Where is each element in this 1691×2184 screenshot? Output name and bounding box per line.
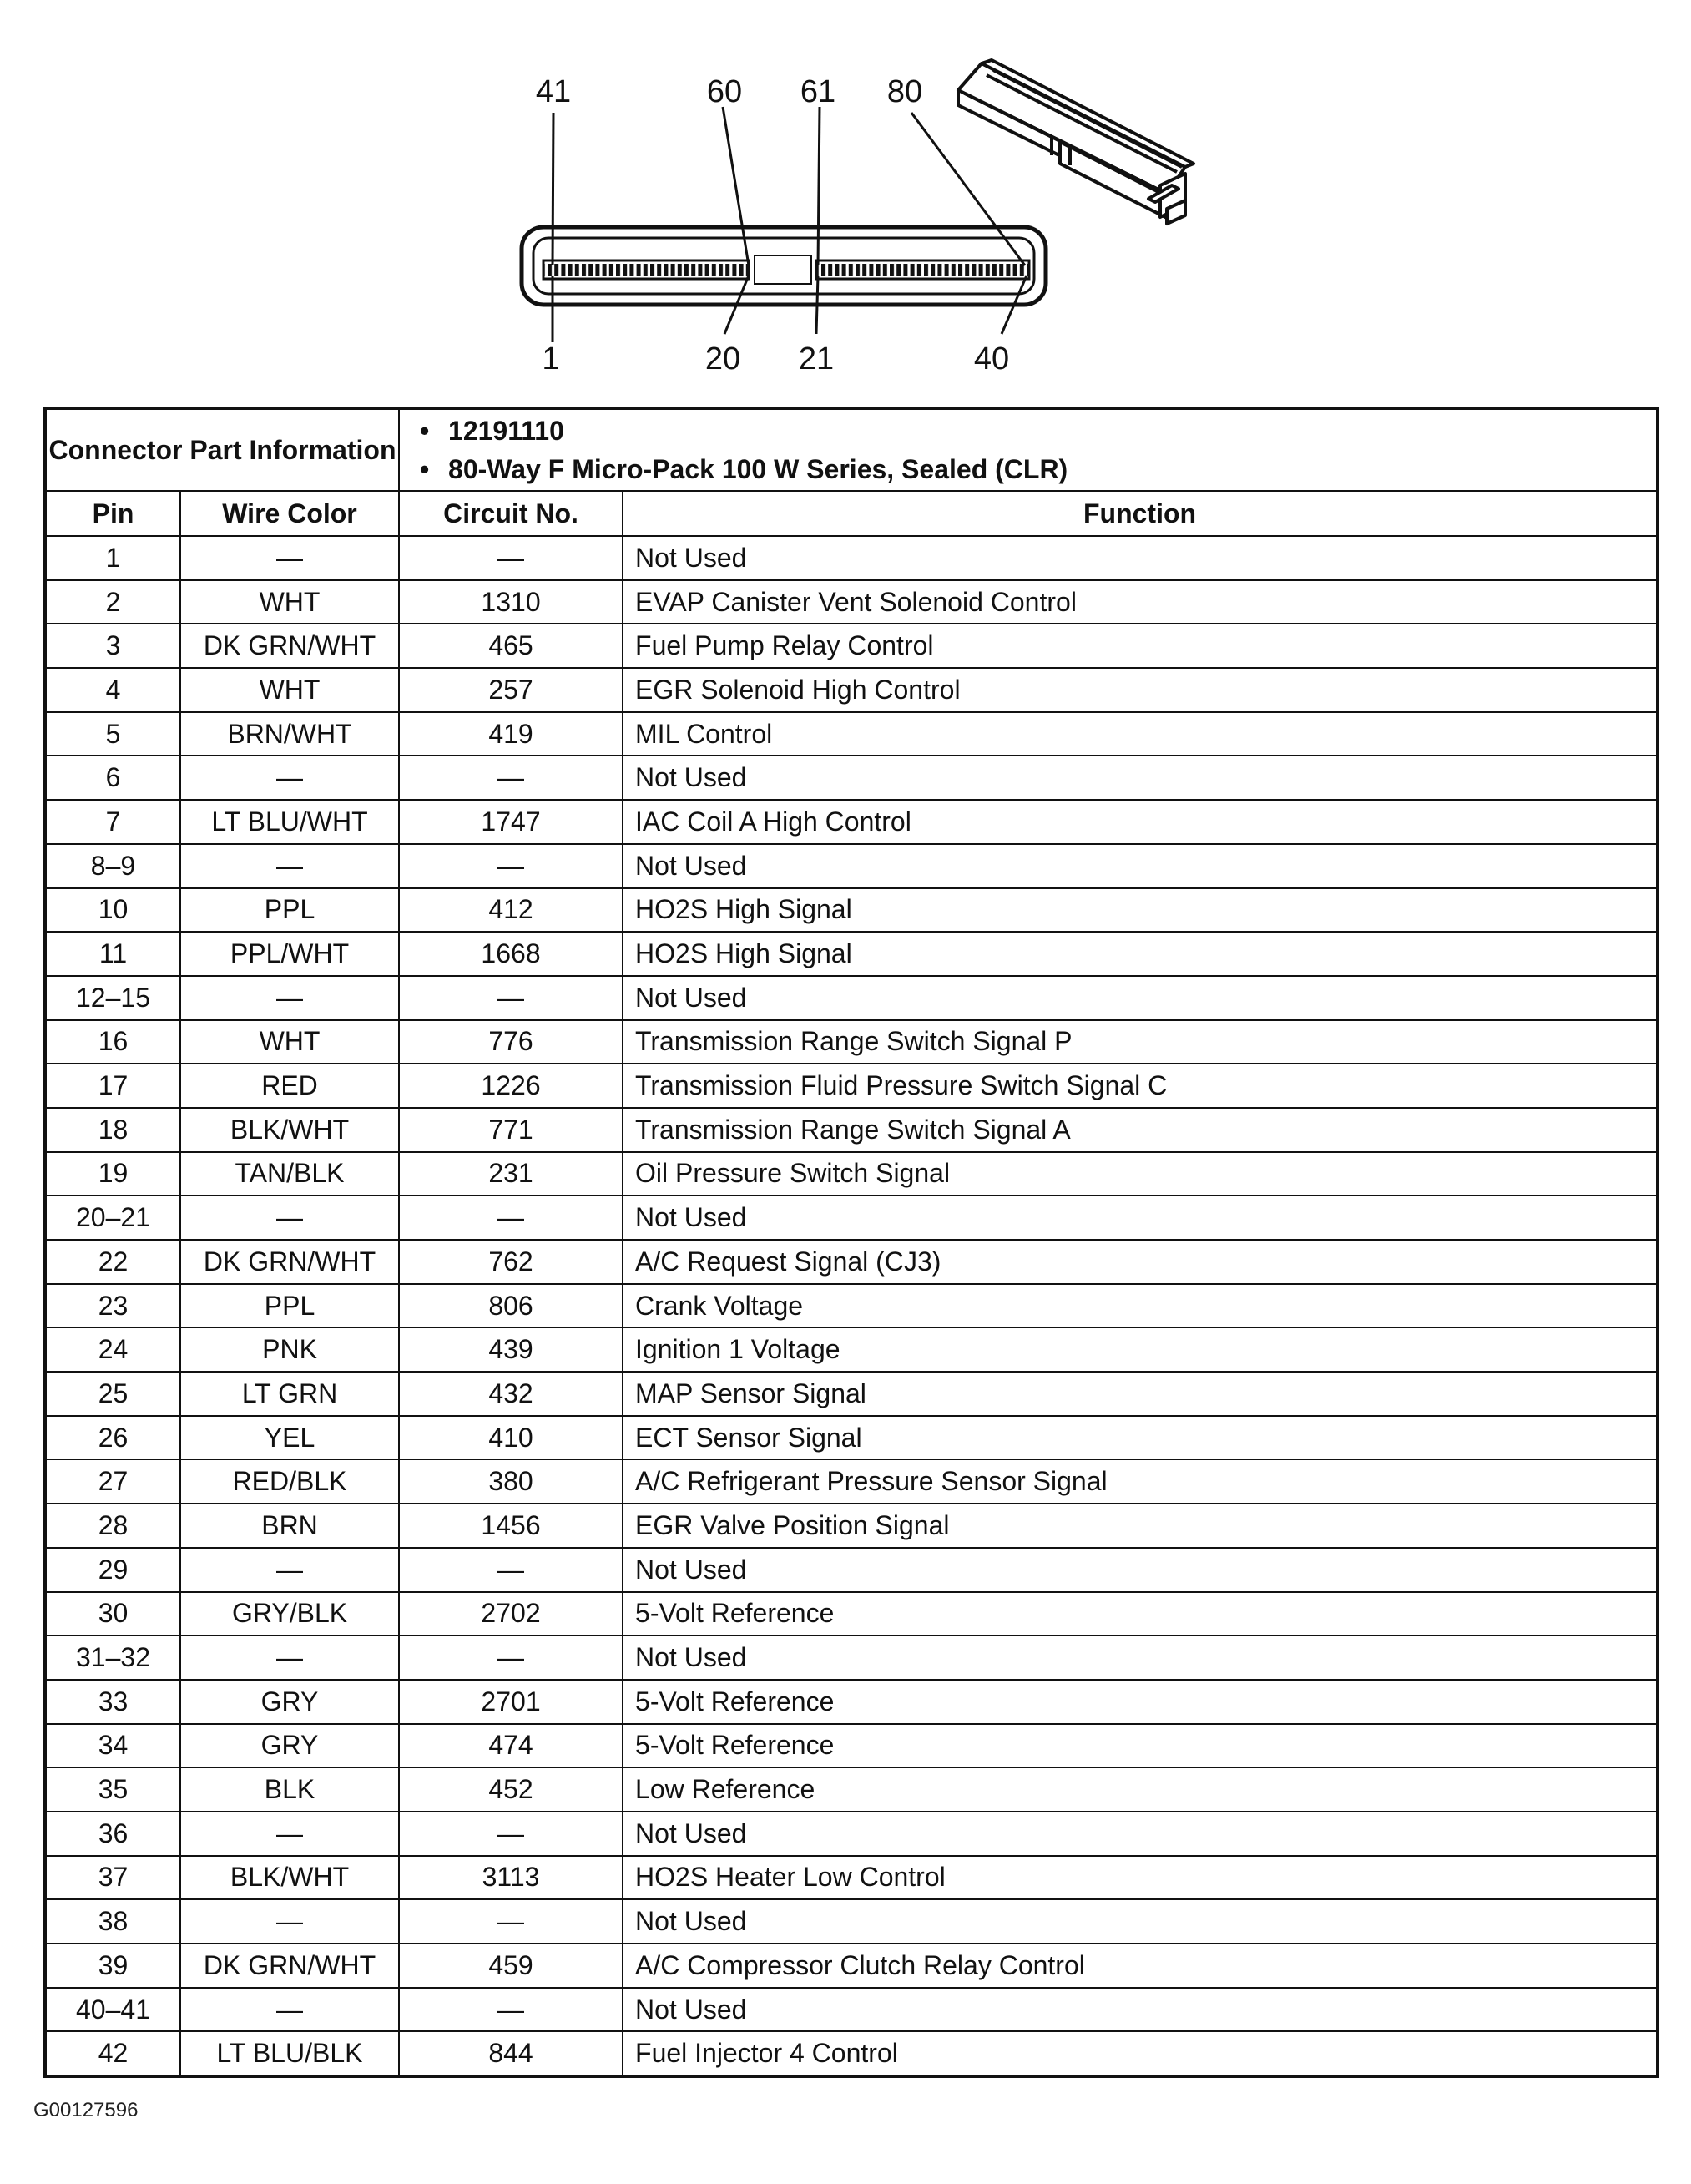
header-circuit-no: Circuit No.: [399, 491, 623, 536]
table-row: [45, 1240, 1658, 1284]
pin-cell: 17: [45, 1064, 180, 1108]
function-cell: Fuel Pump Relay Control: [623, 624, 1658, 668]
pin-cell: 25: [45, 1372, 180, 1416]
circuit-no-cell: —: [399, 1988, 623, 2032]
table-row: [45, 756, 1658, 800]
circuit-no-cell: 459: [399, 1944, 623, 1988]
wire-color-cell: WHT: [180, 668, 399, 712]
pin-cell: 8–9: [45, 844, 180, 888]
table-row: [45, 1196, 1658, 1240]
circuit-no-cell: 762: [399, 1240, 623, 1284]
pin-cell: 20–21: [45, 1196, 180, 1240]
table-row: [45, 580, 1658, 624]
wire-color-cell: BLK/WHT: [180, 1108, 399, 1152]
function-cell: EGR Solenoid High Control: [623, 668, 1658, 712]
pin-cell: 3: [45, 624, 180, 668]
table-row: [45, 1944, 1658, 1988]
table-row: [45, 1592, 1658, 1636]
wire-color-cell: —: [180, 1196, 399, 1240]
wire-color-cell: WHT: [180, 1020, 399, 1064]
circuit-no-cell: 432: [399, 1372, 623, 1416]
table-row: [45, 1108, 1658, 1152]
table-row: [45, 1504, 1658, 1548]
table-row: [45, 1152, 1658, 1196]
function-cell: Not Used: [623, 976, 1658, 1020]
table-row: [45, 1284, 1658, 1328]
function-cell: A/C Refrigerant Pressure Sensor Signal: [623, 1459, 1658, 1504]
circuit-no-cell: 1226: [399, 1064, 623, 1108]
function-cell: Not Used: [623, 1988, 1658, 2032]
circuit-no-cell: 3113: [399, 1856, 623, 1900]
wire-color-cell: LT BLU/BLK: [180, 2031, 399, 2076]
function-cell: IAC Coil A High Control: [623, 800, 1658, 844]
circuit-no-cell: —: [399, 536, 623, 580]
table-row: [45, 536, 1658, 580]
pin-label-61: 61: [800, 74, 836, 109]
table-row: [45, 1988, 1658, 2032]
wire-color-cell: YEL: [180, 1416, 399, 1460]
pin-cell: 12–15: [45, 976, 180, 1020]
circuit-no-cell: 452: [399, 1767, 623, 1812]
pin-cell: 40–41: [45, 1988, 180, 2032]
table-row: [45, 932, 1658, 976]
pin-cell: 39: [45, 1944, 180, 1988]
circuit-no-cell: 2702: [399, 1592, 623, 1636]
table-row: [45, 1327, 1658, 1372]
table-row: [45, 1680, 1658, 1724]
table-row: [45, 624, 1658, 668]
wire-color-cell: DK GRN/WHT: [180, 624, 399, 668]
function-cell: Transmission Range Switch Signal A: [623, 1108, 1658, 1152]
circuit-no-cell: 771: [399, 1108, 623, 1152]
pin-cell: 33: [45, 1680, 180, 1724]
pin-cell: 42: [45, 2031, 180, 2076]
wire-color-cell: PNK: [180, 1327, 399, 1372]
circuit-no-cell: 419: [399, 712, 623, 756]
pin-cell: 4: [45, 668, 180, 712]
pin-cell: 2: [45, 580, 180, 624]
table-row: [45, 1416, 1658, 1460]
function-cell: MIL Control: [623, 712, 1658, 756]
function-cell: Low Reference: [623, 1767, 1658, 1812]
wire-color-cell: PPL: [180, 888, 399, 933]
function-cell: 5-Volt Reference: [623, 1592, 1658, 1636]
pin-cell: 29: [45, 1548, 180, 1592]
circuit-no-cell: 806: [399, 1284, 623, 1328]
wire-color-cell: —: [180, 536, 399, 580]
pin-label-80: 80: [886, 74, 923, 109]
wire-color-cell: DK GRN/WHT: [180, 1944, 399, 1988]
table-header-row: [45, 491, 1658, 536]
pin-cell: 30: [45, 1592, 180, 1636]
pin-label-21: 21: [798, 341, 835, 377]
wire-color-cell: BRN: [180, 1504, 399, 1548]
circuit-no-cell: 474: [399, 1724, 623, 1768]
wire-color-cell: PPL: [180, 1284, 399, 1328]
pin-cell: 37: [45, 1856, 180, 1900]
function-cell: MAP Sensor Signal: [623, 1372, 1658, 1416]
pin-label-41: 41: [535, 74, 572, 109]
connector-description: • 80-Way F Micro-Pack 100 W Series, Sealed (CLR): [448, 450, 1656, 488]
pin-cell: 31–32: [45, 1635, 180, 1680]
table-row: [45, 668, 1658, 712]
circuit-no-cell: —: [399, 1196, 623, 1240]
wire-color-cell: GRY: [180, 1724, 399, 1768]
circuit-no-cell: 410: [399, 1416, 623, 1460]
wire-color-cell: GRY: [180, 1680, 399, 1724]
connector-side-view-icon: [958, 60, 1194, 224]
circuit-no-cell: —: [399, 976, 623, 1020]
pin-cell: 24: [45, 1327, 180, 1372]
wire-color-cell: —: [180, 1812, 399, 1856]
table-row: [45, 712, 1658, 756]
header-function: Function: [623, 491, 1658, 536]
table-row: [45, 888, 1658, 933]
circuit-no-cell: 844: [399, 2031, 623, 2076]
circuit-no-cell: —: [399, 756, 623, 800]
table-row: [45, 1064, 1658, 1108]
wire-color-cell: —: [180, 1899, 399, 1944]
function-cell: Transmission Range Switch Signal P: [623, 1020, 1658, 1064]
function-cell: A/C Compressor Clutch Relay Control: [623, 1944, 1658, 1988]
table-row: [45, 1812, 1658, 1856]
function-cell: ECT Sensor Signal: [623, 1416, 1658, 1460]
pin-cell: 19: [45, 1152, 180, 1196]
wire-color-cell: LT BLU/WHT: [180, 800, 399, 844]
pin-cell: 11: [45, 932, 180, 976]
table-row: [45, 1372, 1658, 1416]
pin-cell: 7: [45, 800, 180, 844]
connector-part-number: • 12191110: [448, 412, 1656, 450]
function-cell: Not Used: [623, 1548, 1658, 1592]
connector-info-row: [45, 408, 1658, 491]
table-row: [45, 1856, 1658, 1900]
connector-face-icon: [522, 227, 1046, 305]
pin-cell: 28: [45, 1504, 180, 1548]
circuit-no-cell: 439: [399, 1327, 623, 1372]
circuit-no-cell: —: [399, 1812, 623, 1856]
function-cell: 5-Volt Reference: [623, 1724, 1658, 1768]
circuit-no-cell: 257: [399, 668, 623, 712]
circuit-no-cell: 776: [399, 1020, 623, 1064]
circuit-no-cell: 1747: [399, 800, 623, 844]
function-cell: Fuel Injector 4 Control: [623, 2031, 1658, 2076]
pin-cell: 10: [45, 888, 180, 933]
function-cell: Not Used: [623, 1635, 1658, 1680]
circuit-no-cell: —: [399, 844, 623, 888]
header-wire-color: Wire Color: [180, 491, 399, 536]
function-cell: HO2S High Signal: [623, 888, 1658, 933]
table-row: [45, 1767, 1658, 1812]
table-row: [45, 800, 1658, 844]
circuit-no-cell: 380: [399, 1459, 623, 1504]
table-row: [45, 976, 1658, 1020]
circuit-no-cell: 1668: [399, 932, 623, 976]
function-cell: EGR Valve Position Signal: [623, 1504, 1658, 1548]
circuit-no-cell: 412: [399, 888, 623, 933]
pinout-table: [43, 407, 1659, 2078]
wire-color-cell: BRN/WHT: [180, 712, 399, 756]
header-pin: Pin: [45, 491, 180, 536]
function-cell: EVAP Canister Vent Solenoid Control: [623, 580, 1658, 624]
pin-label-40: 40: [973, 341, 1010, 377]
circuit-no-cell: 1456: [399, 1504, 623, 1548]
table-row: [45, 844, 1658, 888]
function-cell: Not Used: [623, 1196, 1658, 1240]
circuit-no-cell: —: [399, 1899, 623, 1944]
connector-diagram: [0, 0, 1691, 392]
function-cell: Crank Voltage: [623, 1284, 1658, 1328]
pin-label-1: 1: [542, 341, 560, 377]
pin-cell: 36: [45, 1812, 180, 1856]
table-row: [45, 1724, 1658, 1768]
pin-cell: 38: [45, 1899, 180, 1944]
wire-color-cell: DK GRN/WHT: [180, 1240, 399, 1284]
wire-color-cell: —: [180, 1635, 399, 1680]
table-row: [45, 1459, 1658, 1504]
circuit-no-cell: 231: [399, 1152, 623, 1196]
wire-color-cell: GRY/BLK: [180, 1592, 399, 1636]
circuit-no-cell: —: [399, 1635, 623, 1680]
table-row: [45, 2031, 1658, 2076]
wire-color-cell: —: [180, 1988, 399, 2032]
wire-color-cell: LT GRN: [180, 1372, 399, 1416]
circuit-no-cell: —: [399, 1548, 623, 1592]
function-cell: Oil Pressure Switch Signal: [623, 1152, 1658, 1196]
function-cell: Not Used: [623, 536, 1658, 580]
pin-cell: 16: [45, 1020, 180, 1064]
function-cell: HO2S High Signal: [623, 932, 1658, 976]
connector-info-details: [399, 408, 1658, 491]
wire-color-cell: BLK: [180, 1767, 399, 1812]
pin-cell: 34: [45, 1724, 180, 1768]
pin-cell: 26: [45, 1416, 180, 1460]
connector-info-label: Connector Part Information: [45, 408, 399, 491]
function-cell: Not Used: [623, 1812, 1658, 1856]
function-cell: Not Used: [623, 756, 1658, 800]
table-row: [45, 1548, 1658, 1592]
pin-cell: 22: [45, 1240, 180, 1284]
pin-cell: 27: [45, 1459, 180, 1504]
table-row: [45, 1635, 1658, 1680]
wire-color-cell: WHT: [180, 580, 399, 624]
circuit-no-cell: 465: [399, 624, 623, 668]
wire-color-cell: RED/BLK: [180, 1459, 399, 1504]
wire-color-cell: —: [180, 976, 399, 1020]
pin-label-60: 60: [706, 74, 743, 109]
circuit-no-cell: 2701: [399, 1680, 623, 1724]
function-cell: HO2S Heater Low Control: [623, 1856, 1658, 1900]
wire-color-cell: RED: [180, 1064, 399, 1108]
pin-label-20: 20: [704, 341, 741, 377]
wire-color-cell: —: [180, 756, 399, 800]
function-cell: Transmission Fluid Pressure Switch Signal C: [623, 1064, 1658, 1108]
pin-cell: 1: [45, 536, 180, 580]
pin-cell: 23: [45, 1284, 180, 1328]
pin-cell: 35: [45, 1767, 180, 1812]
function-cell: 5-Volt Reference: [623, 1680, 1658, 1724]
function-cell: Ignition 1 Voltage: [623, 1327, 1658, 1372]
function-cell: Not Used: [623, 844, 1658, 888]
circuit-no-cell: 1310: [399, 580, 623, 624]
function-cell: Not Used: [623, 1899, 1658, 1944]
wire-color-cell: —: [180, 1548, 399, 1592]
figure-id: G00127596: [33, 2099, 139, 2121]
wire-color-cell: —: [180, 844, 399, 888]
pin-cell: 18: [45, 1108, 180, 1152]
wire-color-cell: BLK/WHT: [180, 1856, 399, 1900]
pin-cell: 6: [45, 756, 180, 800]
table-row: [45, 1899, 1658, 1944]
pin-cell: 5: [45, 712, 180, 756]
wire-color-cell: PPL/WHT: [180, 932, 399, 976]
table-row: [45, 1020, 1658, 1064]
wire-color-cell: TAN/BLK: [180, 1152, 399, 1196]
function-cell: A/C Request Signal (CJ3): [623, 1240, 1658, 1284]
